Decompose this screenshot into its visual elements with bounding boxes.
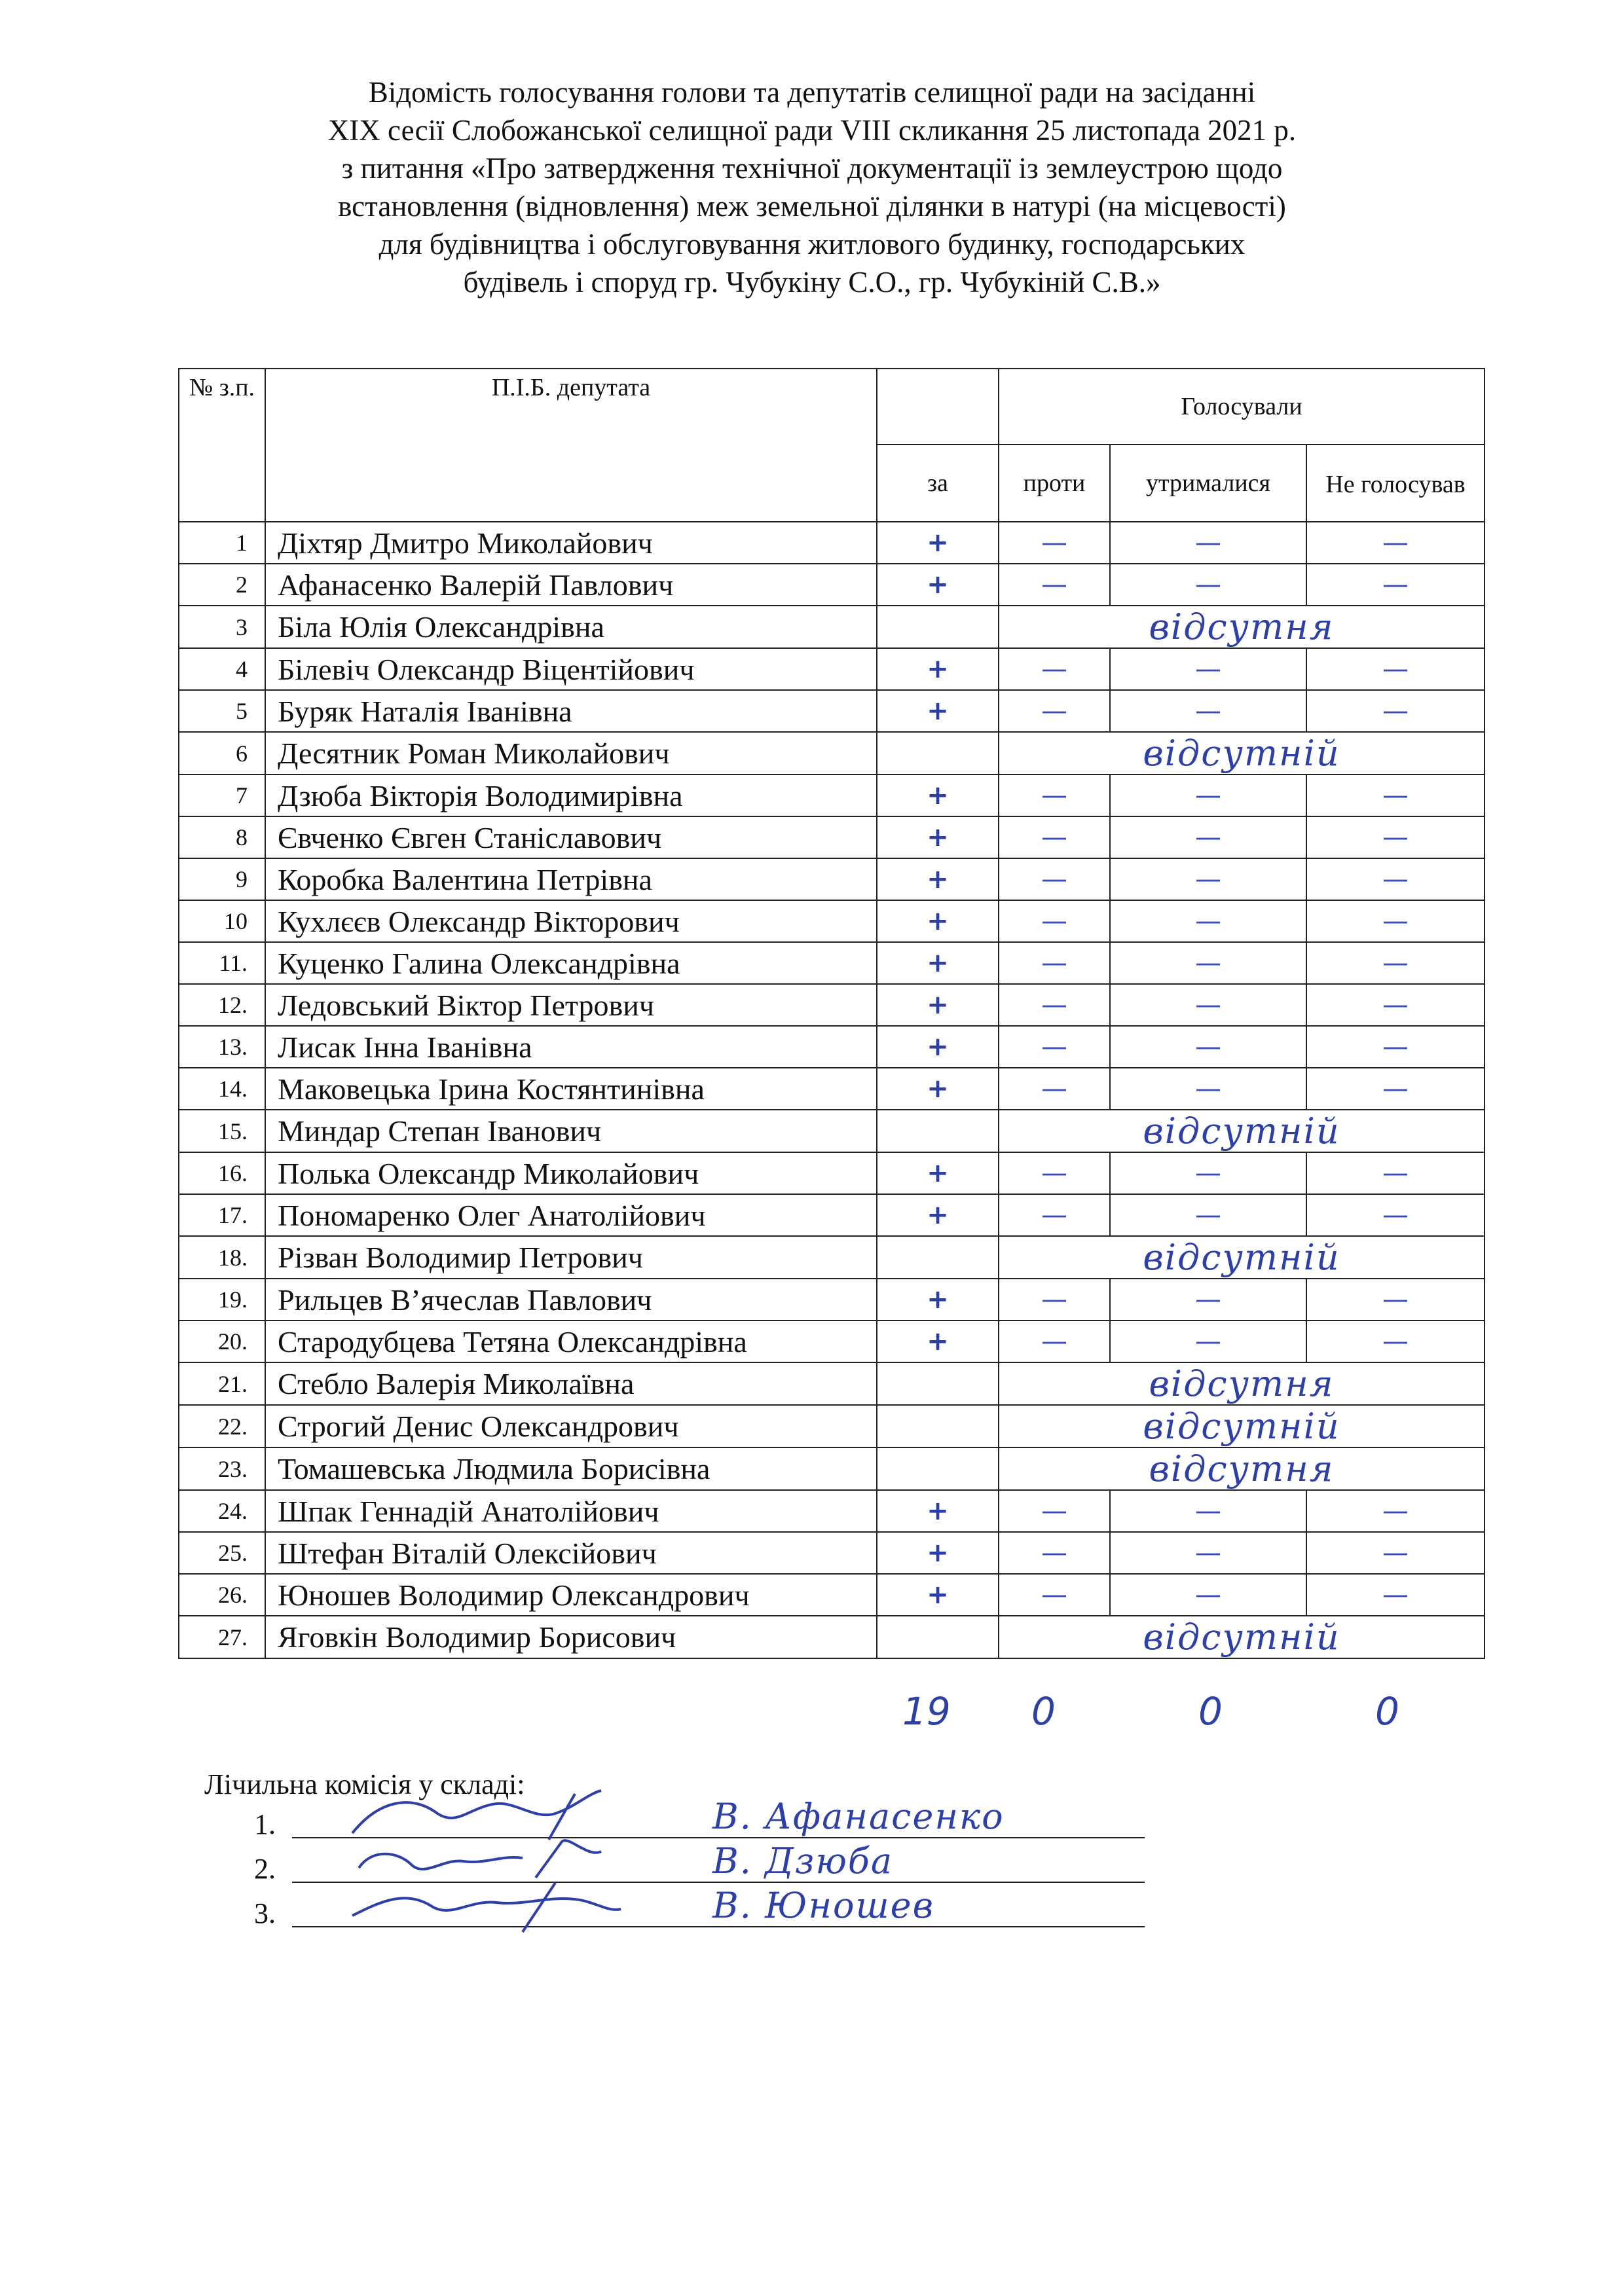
vote-abstained: — [1110, 858, 1306, 900]
absent-note: відсутній [999, 1110, 1485, 1152]
member-name: В. Дзюба [712, 1840, 894, 1882]
vote-for: + [877, 648, 999, 690]
member-name: В. Юношев [712, 1885, 935, 1926]
row-number: 4 [179, 648, 265, 690]
table-row [179, 1026, 1485, 1068]
member-number: 1. [254, 1808, 276, 1840]
vote-abstained: — [1110, 942, 1306, 984]
header-abstained: утрималися [1110, 445, 1306, 522]
vote-against: — [999, 1279, 1110, 1321]
table-row [179, 1574, 1485, 1616]
document-title [164, 73, 1460, 301]
absent-note: відсутній [999, 1236, 1485, 1279]
voting-table-body [179, 522, 1485, 1658]
vote-against: — [999, 1490, 1110, 1532]
table-row [179, 648, 1485, 690]
deputy-name: Коробка Валентина Петрівна [265, 858, 877, 900]
row-number: 9 [179, 858, 265, 900]
row-number: 16. [179, 1152, 265, 1194]
member-name: В. Афанасенко [712, 1796, 1005, 1837]
vote-not-voted: — [1306, 1152, 1485, 1194]
vote-for [877, 606, 999, 648]
vote-against: — [999, 1194, 1110, 1236]
vote-for: + [877, 774, 999, 816]
vote-not-voted: — [1306, 1321, 1485, 1362]
deputy-name: Штефан Віталій Олексійович [265, 1532, 877, 1574]
vote-totals [0, 1689, 1624, 1741]
vote-for: + [877, 564, 999, 606]
vote-for: + [877, 942, 999, 984]
vote-not-voted: — [1306, 1574, 1485, 1616]
signature-3 [339, 1876, 640, 1935]
row-number: 15. [179, 1110, 265, 1152]
table-row [179, 1321, 1485, 1362]
title-line: XIX сесії Слобожанської селищної ради VIII скликання 25 листопада 2021 р. [327, 114, 1297, 147]
total-not-voted: 0 [1375, 1689, 1399, 1734]
table-row [179, 984, 1485, 1026]
header-voted: Голосували [999, 369, 1485, 445]
vote-abstained: — [1110, 774, 1306, 816]
vote-not-voted: — [1306, 1194, 1485, 1236]
vote-for [877, 1110, 999, 1152]
row-number: 24. [179, 1490, 265, 1532]
vote-not-voted: — [1306, 648, 1485, 690]
vote-for: + [877, 1532, 999, 1574]
deputy-name: Різван Володимир Петрович [265, 1236, 877, 1279]
vote-not-voted: — [1306, 858, 1485, 900]
deputy-name: Миндар Степан Іванович [265, 1110, 877, 1152]
table-row [179, 1279, 1485, 1321]
vote-abstained: — [1110, 522, 1306, 564]
table-row [179, 1194, 1485, 1236]
deputy-name: Строгий Денис Олександрович [265, 1405, 877, 1448]
vote-abstained: — [1110, 1152, 1306, 1194]
table-row [179, 1532, 1485, 1574]
table-row [179, 1236, 1485, 1279]
row-number: 20. [179, 1321, 265, 1362]
title-line: для будівництва і обслуговування житлового будинку, господарських [378, 228, 1246, 261]
vote-against: — [999, 690, 1110, 732]
absent-note: відсутній [999, 732, 1485, 774]
deputy-name: Пономаренко Олег Анатолійович [265, 1194, 877, 1236]
vote-for: + [877, 1152, 999, 1194]
vote-for [877, 1448, 999, 1490]
title-line: з питання «Про затвердження технічної документації із землеустрою щодо [341, 152, 1283, 185]
vote-abstained: — [1110, 816, 1306, 858]
vote-against: — [999, 648, 1110, 690]
deputy-name: Маковецька Ірина Костянтинівна [265, 1068, 877, 1110]
vote-not-voted: — [1306, 564, 1485, 606]
vote-against: — [999, 1152, 1110, 1194]
header-name: П.І.Б. депутата [265, 369, 877, 522]
vote-against: — [999, 858, 1110, 900]
vote-for: + [877, 1026, 999, 1068]
total-against: 0 [1031, 1689, 1056, 1734]
title-line: будівель і споруд гр. Чубукіну С.О., гр. Чубукіній С.В.» [463, 266, 1161, 299]
vote-for: + [877, 690, 999, 732]
table-row [179, 858, 1485, 900]
table-row [179, 774, 1485, 816]
vote-against: — [999, 1321, 1110, 1362]
vote-abstained: — [1110, 564, 1306, 606]
deputy-name: Томашевська Людмила Борисівна [265, 1448, 877, 1490]
deputy-name: Стародубцева Тетяна Олександрівна [265, 1321, 877, 1362]
vote-not-voted: — [1306, 900, 1485, 942]
vote-for [877, 1236, 999, 1279]
row-number: 11. [179, 942, 265, 984]
vote-against: — [999, 984, 1110, 1026]
row-number: 7 [179, 774, 265, 816]
row-number: 18. [179, 1236, 265, 1279]
deputy-name: Біла Юлія Олександрівна [265, 606, 877, 648]
vote-not-voted: — [1306, 942, 1485, 984]
table-row [179, 1068, 1485, 1110]
deputy-name: Афанасенко Валерій Павлович [265, 564, 877, 606]
deputy-name: Стебло Валерія Миколаївна [265, 1362, 877, 1405]
vote-not-voted: — [1306, 690, 1485, 732]
absent-note: відсутня [999, 606, 1485, 648]
vote-against: — [999, 900, 1110, 942]
row-number: 14. [179, 1068, 265, 1110]
vote-for: + [877, 1279, 999, 1321]
vote-abstained: — [1110, 690, 1306, 732]
vote-for: + [877, 1068, 999, 1110]
vote-for: + [877, 1194, 999, 1236]
vote-for: + [877, 1490, 999, 1532]
vote-against: — [999, 1532, 1110, 1574]
member-number: 2. [254, 1853, 276, 1885]
row-number: 21. [179, 1362, 265, 1405]
deputy-name: Лисак Інна Іванівна [265, 1026, 877, 1068]
table-row [179, 1405, 1485, 1448]
row-number: 2 [179, 564, 265, 606]
table-row [179, 816, 1485, 858]
vote-against: — [999, 774, 1110, 816]
row-number: 23. [179, 1448, 265, 1490]
deputy-name: Буряк Наталія Іванівна [265, 690, 877, 732]
header-against: проти [999, 445, 1110, 522]
header-blank [877, 369, 999, 445]
vote-for [877, 1616, 999, 1658]
vote-abstained: — [1110, 1574, 1306, 1616]
table-row [179, 1448, 1485, 1490]
row-number: 6 [179, 732, 265, 774]
vote-abstained: — [1110, 1194, 1306, 1236]
vote-against: — [999, 522, 1110, 564]
row-number: 1 [179, 522, 265, 564]
title-line: встановлення (відновлення) меж земельної ділянки в натурі (на місцевості) [338, 190, 1286, 223]
vote-for: + [877, 1321, 999, 1362]
vote-against: — [999, 1574, 1110, 1616]
table-row [179, 1362, 1485, 1405]
vote-abstained: — [1110, 1321, 1306, 1362]
vote-not-voted: — [1306, 1490, 1485, 1532]
deputy-name: Юношев Володимир Олександрович [265, 1574, 877, 1616]
vote-not-voted: — [1306, 984, 1485, 1026]
header-number: № з.п. [179, 369, 265, 522]
vote-not-voted: — [1306, 816, 1485, 858]
deputy-name: Кухлєєв Олександр Вікторович [265, 900, 877, 942]
row-number: 5 [179, 690, 265, 732]
deputy-name: Діхтяр Дмитро Миколайович [265, 522, 877, 564]
vote-abstained: — [1110, 648, 1306, 690]
vote-not-voted: — [1306, 522, 1485, 564]
vote-for [877, 732, 999, 774]
vote-for: + [877, 1574, 999, 1616]
vote-against: — [999, 1068, 1110, 1110]
total-abstained: 0 [1198, 1689, 1223, 1734]
vote-for [877, 1362, 999, 1405]
vote-not-voted: — [1306, 1279, 1485, 1321]
vote-not-voted: — [1306, 1068, 1485, 1110]
row-number: 26. [179, 1574, 265, 1616]
deputy-name: Яговкін Володимир Борисович [265, 1616, 877, 1658]
vote-for [877, 1405, 999, 1448]
row-number: 19. [179, 1279, 265, 1321]
vote-abstained: — [1110, 1279, 1306, 1321]
vote-against: — [999, 1026, 1110, 1068]
table-row [179, 522, 1485, 564]
table-row [179, 1152, 1485, 1194]
vote-for: + [877, 984, 999, 1026]
commission-member-row [254, 1884, 1145, 1930]
vote-against: — [999, 564, 1110, 606]
table-row [179, 900, 1485, 942]
vote-abstained: — [1110, 1068, 1306, 1110]
deputy-name: Куценко Галина Олександрівна [265, 942, 877, 984]
absent-note: відсутній [999, 1405, 1485, 1448]
vote-abstained: — [1110, 1490, 1306, 1532]
commission-label: Лічильна комісія у складі: [204, 1768, 525, 1800]
table-row [179, 942, 1485, 984]
vote-abstained: — [1110, 900, 1306, 942]
vote-not-voted: — [1306, 1532, 1485, 1574]
vote-against: — [999, 942, 1110, 984]
header-for: за [877, 445, 999, 522]
deputy-name: Євченко Євген Станіславович [265, 816, 877, 858]
title-line: Відомість голосування голови та депутатів селищної ради на засіданні [368, 76, 1256, 109]
voting-table [178, 368, 1485, 1659]
header-not-voted: Не голосував [1306, 445, 1485, 522]
vote-not-voted: — [1306, 1026, 1485, 1068]
table-row [179, 606, 1485, 648]
deputy-name: Ледовський Віктор Петрович [265, 984, 877, 1026]
row-number: 22. [179, 1405, 265, 1448]
table-row [179, 690, 1485, 732]
absent-note: відсутній [999, 1616, 1485, 1658]
vote-for: + [877, 858, 999, 900]
total-for: 19 [902, 1689, 951, 1734]
vote-for: + [877, 900, 999, 942]
vote-abstained: — [1110, 1026, 1306, 1068]
vote-abstained: — [1110, 1532, 1306, 1574]
table-row [179, 1616, 1485, 1658]
row-number: 12. [179, 984, 265, 1026]
row-number: 13. [179, 1026, 265, 1068]
table-row [179, 1490, 1485, 1532]
deputy-name: Дзюба Вікторія Володимирівна [265, 774, 877, 816]
row-number: 27. [179, 1616, 265, 1658]
vote-not-voted: — [1306, 774, 1485, 816]
vote-for: + [877, 816, 999, 858]
member-number: 3. [254, 1897, 276, 1929]
vote-for: + [877, 522, 999, 564]
deputy-name: Рильцев В’ячеслав Павлович [265, 1279, 877, 1321]
deputy-name: Шпак Геннадій Анатолійович [265, 1490, 877, 1532]
absent-note: відсутня [999, 1448, 1485, 1490]
row-number: 10 [179, 900, 265, 942]
row-number: 8 [179, 816, 265, 858]
deputy-name: Полька Олександр Миколайович [265, 1152, 877, 1194]
deputy-name: Десятник Роман Миколайович [265, 732, 877, 774]
row-number: 17. [179, 1194, 265, 1236]
table-row [179, 732, 1485, 774]
table-row [179, 1110, 1485, 1152]
row-number: 25. [179, 1532, 265, 1574]
table-row [179, 564, 1485, 606]
deputy-name: Білевіч Олександр Віцентійович [265, 648, 877, 690]
row-number: 3 [179, 606, 265, 648]
vote-abstained: — [1110, 984, 1306, 1026]
absent-note: відсутня [999, 1362, 1485, 1405]
vote-against: — [999, 816, 1110, 858]
